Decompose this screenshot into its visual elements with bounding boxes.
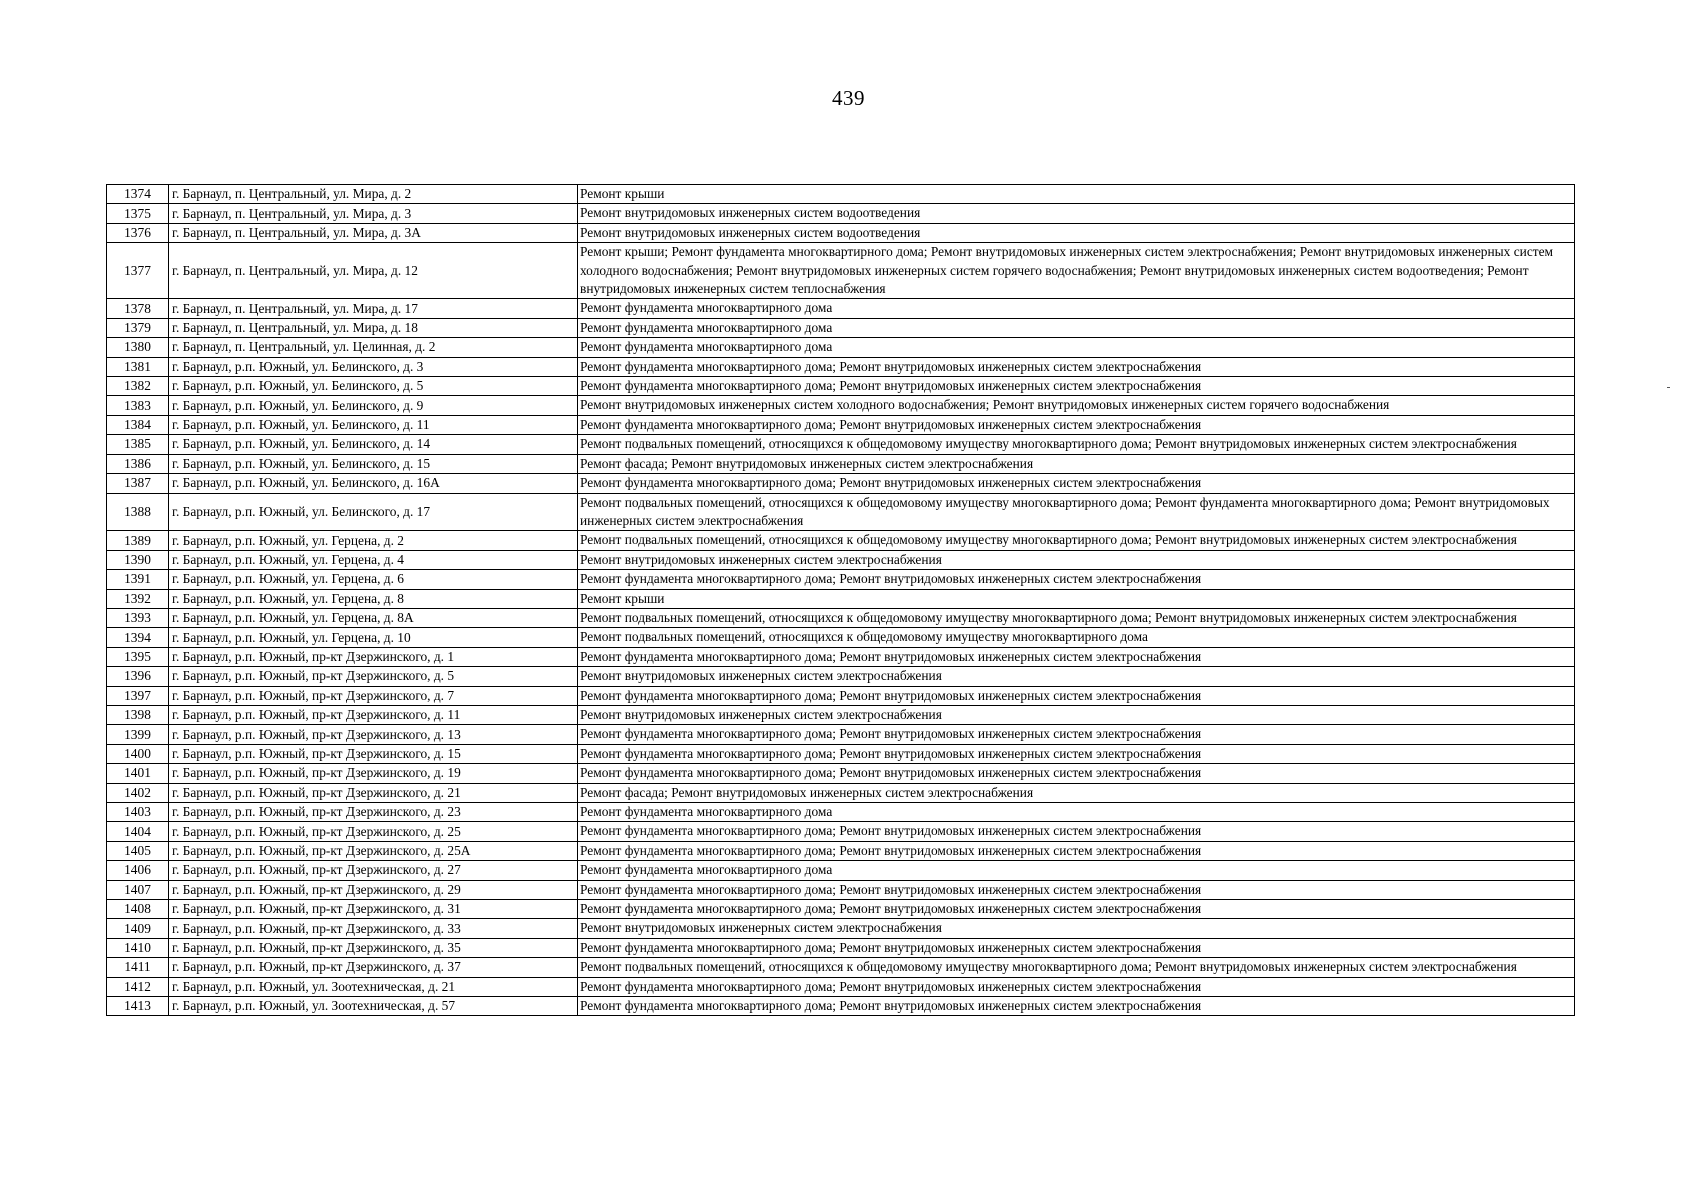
row-number-cell: 1396 (107, 667, 169, 686)
table-row (107, 744, 1575, 763)
row-number-cell: 1382 (107, 377, 169, 396)
page-number: 439 (832, 86, 865, 110)
row-number-cell: 1377 (107, 243, 169, 299)
table-row (107, 958, 1575, 977)
works-cell: Ремонт подвальных помещений, относящихся к общедомовому имуществу многоквартирного дома; Ремонт внутридомовых инженерных систем электроснабжения (578, 531, 1575, 550)
address-cell: г. Барнаул, р.п. Южный, ул. Белинского, д. 14 (169, 435, 578, 454)
table-row (107, 299, 1575, 318)
row-number-cell: 1393 (107, 608, 169, 627)
table-row (107, 919, 1575, 938)
row-number-cell: 1412 (107, 977, 169, 996)
address-cell: г. Барнаул, п. Центральный, ул. Целинная, д. 2 (169, 338, 578, 357)
table-row (107, 377, 1575, 396)
works-cell: Ремонт фундамента многоквартирного дома (578, 803, 1575, 822)
works-cell: Ремонт фундамента многоквартирного дома (578, 299, 1575, 318)
address-cell: г. Барнаул, р.п. Южный, ул. Зоотехническая, д. 21 (169, 977, 578, 996)
works-cell: Ремонт фундамента многоквартирного дома; Ремонт внутридомовых инженерных систем электроснабжения (578, 841, 1575, 860)
table-row (107, 647, 1575, 666)
row-number-cell: 1383 (107, 396, 169, 415)
works-cell: Ремонт фундамента многоквартирного дома; Ремонт внутридомовых инженерных систем электроснабжения (578, 377, 1575, 396)
address-cell: г. Барнаул, п. Центральный, ул. Мира, д. 12 (169, 243, 578, 299)
row-number-cell: 1381 (107, 357, 169, 376)
address-cell: г. Барнаул, р.п. Южный, пр-кт Дзержинского, д. 27 (169, 861, 578, 880)
table-row (107, 880, 1575, 899)
works-cell: Ремонт фундамента многоквартирного дома; Ремонт внутридомовых инженерных систем электроснабжения (578, 977, 1575, 996)
table-row (107, 861, 1575, 880)
works-cell: Ремонт крыши (578, 185, 1575, 204)
address-cell: г. Барнаул, р.п. Южный, пр-кт Дзержинского, д. 21 (169, 783, 578, 802)
row-number-cell: 1387 (107, 474, 169, 493)
works-cell: Ремонт фундамента многоквартирного дома (578, 338, 1575, 357)
works-cell: Ремонт фундамента многоквартирного дома; Ремонт внутридомовых инженерных систем электроснабжения (578, 822, 1575, 841)
row-number-cell: 1410 (107, 938, 169, 957)
works-cell: Ремонт внутридомовых инженерных систем водоотведения (578, 223, 1575, 242)
table-row (107, 185, 1575, 204)
address-cell: г. Барнаул, р.п. Южный, пр-кт Дзержинского, д. 7 (169, 686, 578, 705)
table-body (107, 185, 1575, 1016)
row-number-cell: 1386 (107, 454, 169, 473)
address-cell: г. Барнаул, р.п. Южный, пр-кт Дзержинского, д. 37 (169, 958, 578, 977)
works-cell: Ремонт фундамента многоквартирного дома; Ремонт внутридомовых инженерных систем электроснабжения (578, 474, 1575, 493)
table-row (107, 493, 1575, 531)
works-cell: Ремонт фундамента многоквартирного дома; Ремонт внутридомовых инженерных систем электроснабжения (578, 647, 1575, 666)
row-number-cell: 1379 (107, 318, 169, 337)
address-cell: г. Барнаул, р.п. Южный, пр-кт Дзержинского, д. 31 (169, 900, 578, 919)
row-number-cell: 1405 (107, 841, 169, 860)
works-cell: Ремонт подвальных помещений, относящихся к общедомовому имуществу многоквартирного дома; Ремонт фундамента многоквартирного дома; Ремонт внутридомовых инженерных систем электроснабжения (578, 493, 1575, 531)
row-number-cell: 1413 (107, 997, 169, 1016)
address-cell: г. Барнаул, п. Центральный, ул. Мира, д. 3А (169, 223, 578, 242)
address-cell: г. Барнаул, р.п. Южный, ул. Белинского, д. 15 (169, 454, 578, 473)
works-cell: Ремонт фундамента многоквартирного дома; Ремонт внутридомовых инженерных систем электроснабжения (578, 744, 1575, 763)
address-cell: г. Барнаул, п. Центральный, ул. Мира, д. 2 (169, 185, 578, 204)
address-cell: г. Барнаул, р.п. Южный, ул. Белинского, д. 3 (169, 357, 578, 376)
works-cell: Ремонт фундамента многоквартирного дома; Ремонт внутридомовых инженерных систем электроснабжения (578, 764, 1575, 783)
address-cell: г. Барнаул, п. Центральный, ул. Мира, д. 17 (169, 299, 578, 318)
repair-register-table (106, 184, 1575, 1016)
table-row (107, 474, 1575, 493)
works-cell: Ремонт фундамента многоквартирного дома; Ремонт внутридомовых инженерных систем электроснабжения (578, 415, 1575, 434)
table-row (107, 204, 1575, 223)
address-cell: г. Барнаул, р.п. Южный, пр-кт Дзержинского, д. 11 (169, 705, 578, 724)
table-row (107, 822, 1575, 841)
address-cell: г. Барнаул, р.п. Южный, пр-кт Дзержинского, д. 1 (169, 647, 578, 666)
address-cell: г. Барнаул, р.п. Южный, ул. Герцена, д. 10 (169, 628, 578, 647)
row-number-cell: 1411 (107, 958, 169, 977)
address-cell: г. Барнаул, р.п. Южный, пр-кт Дзержинского, д. 29 (169, 880, 578, 899)
row-number-cell: 1384 (107, 415, 169, 434)
row-number-cell: 1397 (107, 686, 169, 705)
works-cell: Ремонт крыши; Ремонт фундамента многоквартирного дома; Ремонт внутридомовых инженерных систем электроснабжения; Ремонт внутридомовых инженерных систем холодного водоснабжения; Ремонт внутридомовых инженерных систем горячего водоснабжения; Ремонт внутридомовых инженерных систем водоотведения; Ремонт внутридомовых инженерных систем теплоснабжения (578, 243, 1575, 299)
works-cell: Ремонт подвальных помещений, относящихся к общедомовому имуществу многоквартирного дома; Ремонт внутридомовых инженерных систем электроснабжения (578, 608, 1575, 627)
row-number-cell: 1400 (107, 744, 169, 763)
row-number-cell: 1374 (107, 185, 169, 204)
row-number-cell: 1398 (107, 705, 169, 724)
row-number-cell: 1404 (107, 822, 169, 841)
row-number-cell: 1392 (107, 589, 169, 608)
row-number-cell: 1388 (107, 493, 169, 531)
address-cell: г. Барнаул, р.п. Южный, пр-кт Дзержинского, д. 35 (169, 938, 578, 957)
works-cell: Ремонт внутридомовых инженерных систем холодного водоснабжения; Ремонт внутридомовых инженерных систем горячего водоснабжения (578, 396, 1575, 415)
row-number-cell: 1402 (107, 783, 169, 802)
address-cell: г. Барнаул, р.п. Южный, пр-кт Дзержинского, д. 13 (169, 725, 578, 744)
row-number-cell: 1390 (107, 550, 169, 569)
row-number-cell: 1408 (107, 900, 169, 919)
row-number-cell: 1401 (107, 764, 169, 783)
row-number-cell: 1399 (107, 725, 169, 744)
works-cell: Ремонт внутридомовых инженерных систем электроснабжения (578, 919, 1575, 938)
table-row (107, 608, 1575, 627)
address-cell: г. Барнаул, п. Центральный, ул. Мира, д. 3 (169, 204, 578, 223)
address-cell: г. Барнаул, п. Центральный, ул. Мира, д. 18 (169, 318, 578, 337)
row-number-cell: 1406 (107, 861, 169, 880)
table-row (107, 705, 1575, 724)
row-number-cell: 1380 (107, 338, 169, 357)
table-row (107, 338, 1575, 357)
address-cell: г. Барнаул, р.п. Южный, ул. Зоотехническая, д. 57 (169, 997, 578, 1016)
row-number-cell: 1385 (107, 435, 169, 454)
address-cell: г. Барнаул, р.п. Южный, пр-кт Дзержинского, д. 5 (169, 667, 578, 686)
table-row (107, 977, 1575, 996)
row-number-cell: 1391 (107, 570, 169, 589)
table-row (107, 243, 1575, 299)
table-row (107, 435, 1575, 454)
table-row (107, 686, 1575, 705)
row-number-cell: 1407 (107, 880, 169, 899)
works-cell: Ремонт фасада; Ремонт внутридомовых инженерных систем электроснабжения (578, 454, 1575, 473)
row-number-cell: 1394 (107, 628, 169, 647)
row-number-cell: 1389 (107, 531, 169, 550)
works-cell: Ремонт фундамента многоквартирного дома; Ремонт внутридомовых инженерных систем электроснабжения (578, 357, 1575, 376)
works-cell: Ремонт подвальных помещений, относящихся к общедомовому имуществу многоквартирного дома (578, 628, 1575, 647)
address-cell: г. Барнаул, р.п. Южный, пр-кт Дзержинского, д. 25 (169, 822, 578, 841)
table-row (107, 223, 1575, 242)
table-row (107, 764, 1575, 783)
works-cell: Ремонт внутридомовых инженерных систем электроснабжения (578, 550, 1575, 569)
works-cell: Ремонт подвальных помещений, относящихся к общедомовому имуществу многоквартирного дома; Ремонт внутридомовых инженерных систем электроснабжения (578, 958, 1575, 977)
address-cell: г. Барнаул, р.п. Южный, ул. Белинского, д. 17 (169, 493, 578, 531)
row-number-cell: 1376 (107, 223, 169, 242)
table-row (107, 900, 1575, 919)
table-row (107, 318, 1575, 337)
table-row (107, 589, 1575, 608)
row-number-cell: 1375 (107, 204, 169, 223)
address-cell: г. Барнаул, р.п. Южный, пр-кт Дзержинского, д. 23 (169, 803, 578, 822)
address-cell: г. Барнаул, р.п. Южный, ул. Герцена, д. 2 (169, 531, 578, 550)
works-cell: Ремонт подвальных помещений, относящихся к общедомовому имуществу многоквартирного дома; Ремонт внутридомовых инженерных систем электроснабжения (578, 435, 1575, 454)
works-cell: Ремонт фундамента многоквартирного дома; Ремонт внутридомовых инженерных систем электроснабжения (578, 686, 1575, 705)
table-row (107, 454, 1575, 473)
table-row (107, 725, 1575, 744)
address-cell: г. Барнаул, р.п. Южный, ул. Герцена, д. 8А (169, 608, 578, 627)
address-cell: г. Барнаул, р.п. Южный, пр-кт Дзержинского, д. 33 (169, 919, 578, 938)
works-cell: Ремонт внутридомовых инженерных систем электроснабжения (578, 667, 1575, 686)
address-cell: г. Барнаул, р.п. Южный, ул. Белинского, д. 5 (169, 377, 578, 396)
works-cell: Ремонт фасада; Ремонт внутридомовых инженерных систем электроснабжения (578, 783, 1575, 802)
address-cell: г. Барнаул, р.п. Южный, ул. Белинского, д. 11 (169, 415, 578, 434)
address-cell: г. Барнаул, р.п. Южный, ул. Герцена, д. 8 (169, 589, 578, 608)
row-number-cell: 1395 (107, 647, 169, 666)
address-cell: г. Барнаул, р.п. Южный, пр-кт Дзержинского, д. 25А (169, 841, 578, 860)
works-cell: Ремонт внутридомовых инженерных систем электроснабжения (578, 705, 1575, 724)
table-row (107, 783, 1575, 802)
table-row (107, 415, 1575, 434)
works-cell: Ремонт фундамента многоквартирного дома; Ремонт внутридомовых инженерных систем электроснабжения (578, 900, 1575, 919)
table-row (107, 938, 1575, 957)
table-row (107, 628, 1575, 647)
works-cell: Ремонт фундамента многоквартирного дома (578, 861, 1575, 880)
table-row (107, 997, 1575, 1016)
table-row (107, 841, 1575, 860)
address-cell: г. Барнаул, р.п. Южный, ул. Белинского, д. 16А (169, 474, 578, 493)
row-number-cell: 1409 (107, 919, 169, 938)
works-cell: Ремонт крыши (578, 589, 1575, 608)
address-cell: г. Барнаул, р.п. Южный, ул. Герцена, д. 6 (169, 570, 578, 589)
works-cell: Ремонт фундамента многоквартирного дома; Ремонт внутридомовых инженерных систем электроснабжения (578, 997, 1575, 1016)
address-cell: г. Барнаул, р.п. Южный, пр-кт Дзержинского, д. 15 (169, 744, 578, 763)
works-cell: Ремонт фундамента многоквартирного дома; Ремонт внутридомовых инженерных систем электроснабжения (578, 570, 1575, 589)
row-number-cell: 1403 (107, 803, 169, 822)
scan-speck (1667, 387, 1670, 388)
works-cell: Ремонт фундамента многоквартирного дома; Ремонт внутридомовых инженерных систем электроснабжения (578, 938, 1575, 957)
row-number-cell: 1378 (107, 299, 169, 318)
table-row (107, 550, 1575, 569)
table-row (107, 396, 1575, 415)
works-cell: Ремонт фундамента многоквартирного дома; Ремонт внутридомовых инженерных систем электроснабжения (578, 880, 1575, 899)
table-row (107, 667, 1575, 686)
table-row (107, 357, 1575, 376)
works-cell: Ремонт фундамента многоквартирного дома (578, 318, 1575, 337)
works-cell: Ремонт фундамента многоквартирного дома; Ремонт внутридомовых инженерных систем электроснабжения (578, 725, 1575, 744)
address-cell: г. Барнаул, р.п. Южный, пр-кт Дзержинского, д. 19 (169, 764, 578, 783)
table-row (107, 570, 1575, 589)
works-cell: Ремонт внутридомовых инженерных систем водоотведения (578, 204, 1575, 223)
table-row (107, 531, 1575, 550)
address-cell: г. Барнаул, р.п. Южный, ул. Герцена, д. 4 (169, 550, 578, 569)
address-cell: г. Барнаул, р.п. Южный, ул. Белинского, д. 9 (169, 396, 578, 415)
table-row (107, 803, 1575, 822)
